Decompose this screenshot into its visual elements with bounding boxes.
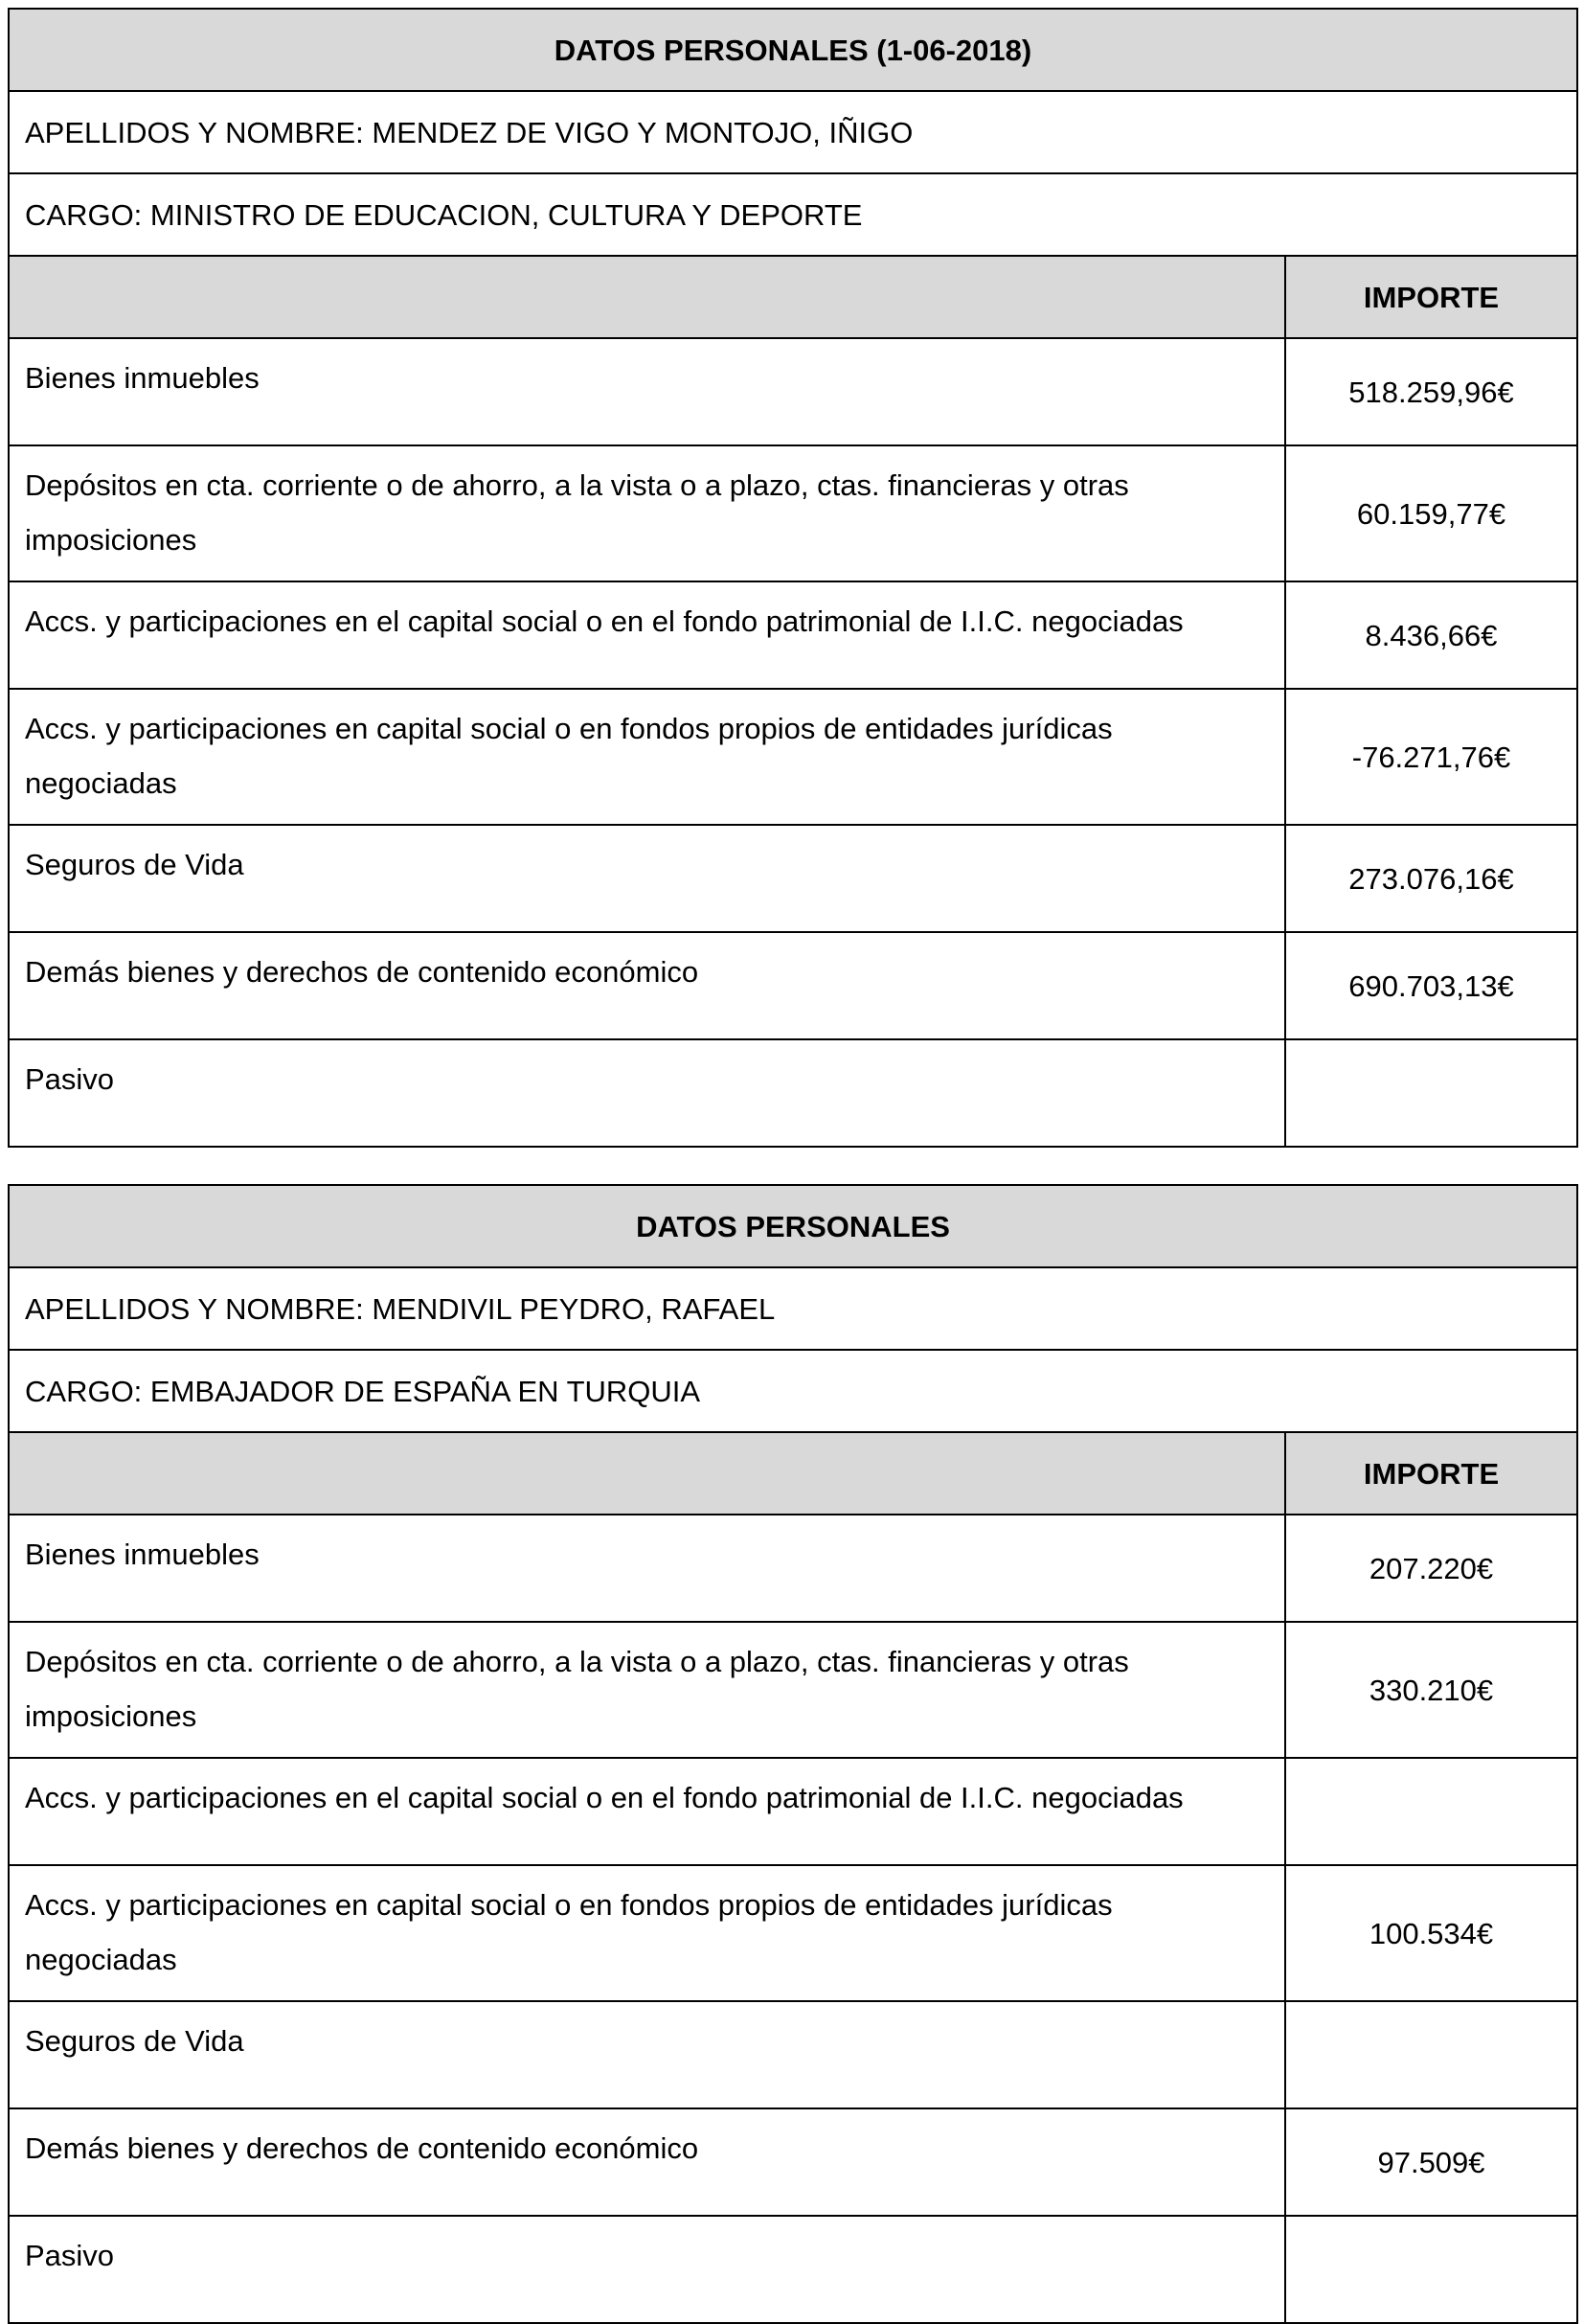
table-row [9,1758,1577,1865]
table-row [9,2108,1577,2216]
declaration-title: DATOS PERSONALES [9,1185,1577,1267]
row-label: Bienes inmuebles [9,1515,1285,1622]
cargo-line: CARGO: EMBAJADOR DE ESPAÑA EN TURQUIA [9,1350,1577,1432]
row-label: Seguros de Vida [9,825,1285,932]
name-line: APELLIDOS Y NOMBRE: MENDIVIL PEYDRO, RAFAEL [9,1267,1577,1350]
row-amount: 690.703,13€ [1285,932,1577,1039]
cargo-line: CARGO: MINISTRO DE EDUCACION, CULTURA Y DEPORTE [9,173,1577,256]
table-spacer [8,1148,1576,1184]
document-page [8,8,1576,2324]
row-amount: 100.534€ [1285,1865,1577,2001]
row-label: Demás bienes y derechos de contenido económico [9,932,1285,1039]
row-amount: 97.509€ [1285,2108,1577,2216]
row-label: Bienes inmuebles [9,338,1285,445]
row-amount [1285,2216,1577,2323]
row-amount [1285,2001,1577,2108]
table-row [9,825,1577,932]
row-label: Accs. y participaciones en capital social o en fondos propios de entidades jurídicas negociadas [9,689,1285,825]
table-row [9,2001,1577,2108]
table-row [9,689,1577,825]
row-amount [1285,1039,1577,1147]
label-header-cell [9,1432,1285,1515]
table-row [9,1865,1577,2001]
table-row [9,581,1577,689]
row-label: Seguros de Vida [9,2001,1285,2108]
row-label: Pasivo [9,1039,1285,1147]
row-amount: 330.210€ [1285,1622,1577,1758]
row-label: Accs. y participaciones en el capital social o en el fondo patrimonial de I.I.C. negociadas [9,1758,1285,1865]
row-label: Accs. y participaciones en capital social o en fondos propios de entidades jurídicas negociadas [9,1865,1285,2001]
row-label: Accs. y participaciones en el capital social o en el fondo patrimonial de I.I.C. negociadas [9,581,1285,689]
table-row [9,1622,1577,1758]
table-row [9,1039,1577,1147]
label-header-cell [9,256,1285,338]
importe-header: IMPORTE [1285,1432,1577,1515]
row-amount: 8.436,66€ [1285,581,1577,689]
row-label: Depósitos en cta. corriente o de ahorro, a la vista o a plazo, ctas. financieras y otras imposiciones [9,445,1285,581]
row-label: Depósitos en cta. corriente o de ahorro, a la vista o a plazo, ctas. financieras y otras imposiciones [9,1622,1285,1758]
name-line: APELLIDOS Y NOMBRE: MENDEZ DE VIGO Y MONTOJO, IÑIGO [9,91,1577,173]
row-amount: -76.271,76€ [1285,689,1577,825]
row-label: Demás bienes y derechos de contenido económico [9,2108,1285,2216]
row-amount: 518.259,96€ [1285,338,1577,445]
declaration-table [8,1184,1578,2324]
table-row [9,338,1577,445]
row-amount [1285,1758,1577,1865]
row-amount: 60.159,77€ [1285,445,1577,581]
declaration-table [8,8,1578,1148]
table-row [9,445,1577,581]
row-label: Pasivo [9,2216,1285,2323]
row-amount: 273.076,16€ [1285,825,1577,932]
table-row [9,2216,1577,2323]
declaration-title: DATOS PERSONALES (1-06-2018) [9,9,1577,91]
table-row [9,1515,1577,1622]
row-amount: 207.220€ [1285,1515,1577,1622]
table-row [9,932,1577,1039]
importe-header: IMPORTE [1285,256,1577,338]
